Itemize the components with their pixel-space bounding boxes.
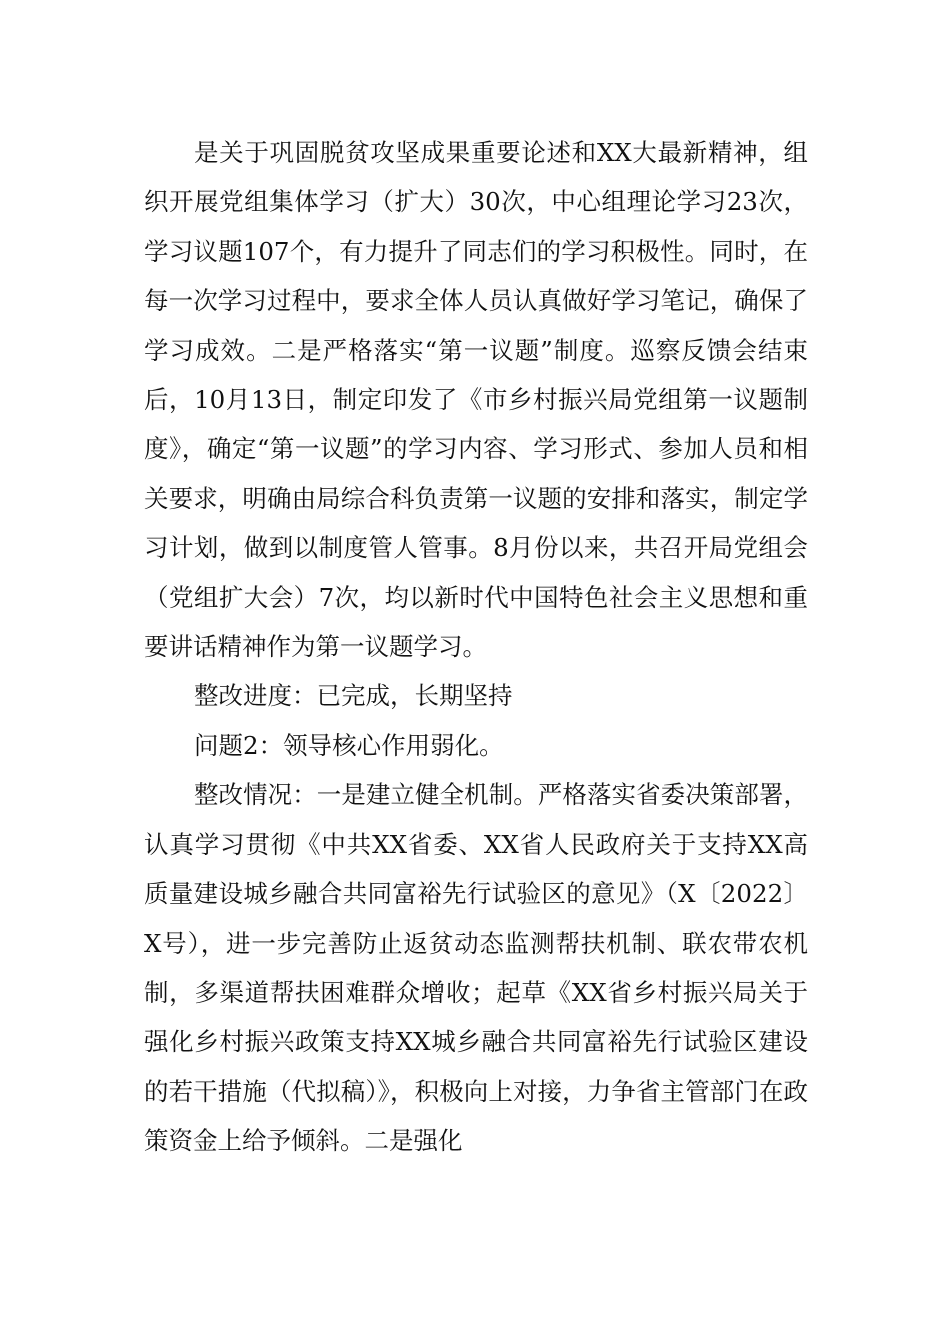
paragraph-study-measures: 是关于巩固脱贫攻坚成果重要论述和XX大最新精神，组织开展党组集体学习（扩大）30次，中心组理论学习23次，学习议题107个，有力提升了同志们的学习积极性。同时，在每一次学习过程中，要求全体人员认真做好学习笔记，确保了学习成效。二是严格落实“第一议题”制度。巡察反馈会结束后，10月13日，制定印发了《市乡村振兴局党组第一议题制度》，确定“第一议题”的学习内容、学习形式、参加人员和相关要求，明确由局综合科负责第一议题的安排和落实，制定学习计划，做到以制度管人管事。8月份以来，共召开局党组会（党组扩大会）7次，均以新时代中国特色社会主义思想和重要讲话精神作为第一议题学习。	[144, 138, 808, 662]
paragraph-issue-heading: 问题2：领导核心作用弱化。	[194, 730, 504, 760]
document-body	[144, 128, 808, 1166]
paragraph-rectification-details: 整改情况：一是建立健全机制。严格落实省委决策部署，认真学习贯彻《中共XX省委、XX省人民政府关于支持XX高质量建设城乡融合共同富裕先行试验区的意见》（X〔2022〕X号），进一步完善防止返贫动态监测帮扶机制、联农带农机制，多渠道帮扶困难群众增收；起草《XX省乡村振兴局关于强化乡村振兴政策支持XX城乡融合共同富裕先行试验区建设的若干措施（代拟稿）》，积极向上对接，力争省主管部门在政策资金上给予倾斜。二是强化	[144, 780, 808, 1156]
paragraph-progress-status: 整改进度：已完成，长期坚持	[194, 681, 513, 711]
